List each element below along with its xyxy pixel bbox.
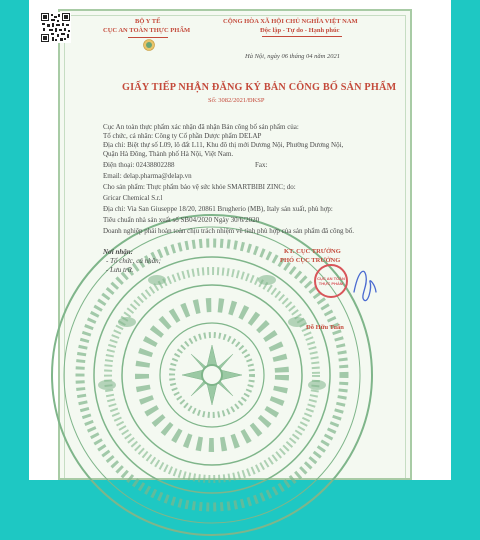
food-safety-emblem-icon xyxy=(143,39,155,51)
product-line: Cho sản phẩm: Thực phẩm bảo vệ sức khỏe SMARTBIBI ZINC; do: xyxy=(103,183,296,191)
email-line: Email: delap.pharma@delap.vn xyxy=(103,172,192,180)
qr-code xyxy=(40,12,71,43)
official-seal xyxy=(314,264,348,298)
place-date: Hà Nội, ngày 06 tháng 04 năm 2021 xyxy=(245,53,340,60)
signer-name: Đỗ Hữu Tuấn xyxy=(306,324,344,331)
manufacturer-address-line: Địa chỉ: Via San Giuseppe 18/20, 20861 Brugherio (MB), Italy sản xuất, phù hợp: xyxy=(103,205,333,213)
header-left-rule xyxy=(128,37,168,38)
organization-line: Tổ chức, cá nhân: Công ty Cổ phần Dược phẩm DELAP xyxy=(103,132,262,140)
country-name: CỘNG HÒA XÃ HỘI CHỦ NGHĨA VIỆT NAM xyxy=(223,18,358,25)
intro-line: Cục An toàn thực phẩm xác nhận đã nhận Bản công bố sản phẩm của: xyxy=(103,123,299,131)
responsibility-line: Doanh nghiệp phải hoàn toàn chịu trách nhiệm về tính phù hợp của sản phẩm đã công bố. xyxy=(103,227,354,235)
ministry-name: BỘ Y TẾ xyxy=(135,18,161,25)
signer-role-1: KT. CỤC TRƯỞNG xyxy=(284,248,341,255)
recipient-item: - Lưu trữ. xyxy=(106,266,134,274)
header-right-rule xyxy=(262,36,342,37)
fax-line: Fax: xyxy=(255,161,268,169)
phone-line: Điện thoại: 02438802288 xyxy=(103,161,175,169)
signature xyxy=(348,262,380,306)
document-title: GIẤY TIẾP NHẬN ĐĂNG KÝ BẢN CÔNG BỐ SẢN PHẨM xyxy=(122,82,397,93)
standard-line: Tiêu chuẩn nhà sản xuất số SB04/2020 Ngày 30/6/2020 xyxy=(103,216,260,224)
department-name: CỤC AN TOÀN THỰC PHẨM xyxy=(103,27,191,34)
address-line-2: Quận Hà Đông, Thành phố Hà Nội, Việt Nam. xyxy=(103,150,234,158)
document-number: Số: 3082/2021/ĐKSP xyxy=(208,97,265,104)
national-motto: Độc lập - Tự do - Hạnh phúc xyxy=(260,27,340,34)
seal-text: CỤC AN TOÀN THỰC PHẨM xyxy=(317,276,345,286)
recipient-item: - Tổ chức, cá nhân; xyxy=(106,257,161,265)
signer-role-2: PHÓ CỤC TRƯỞNG xyxy=(280,257,341,264)
manufacturer-line: Gricar Chemical S.r.l xyxy=(103,194,163,202)
recipients-label: Nơi nhận: xyxy=(103,248,134,256)
address-line-1: Địa chỉ: Biệt thự số L09, lô đất L11, Khu đô thị mới Dương Nội, Phường Dương Nội, xyxy=(103,141,344,149)
